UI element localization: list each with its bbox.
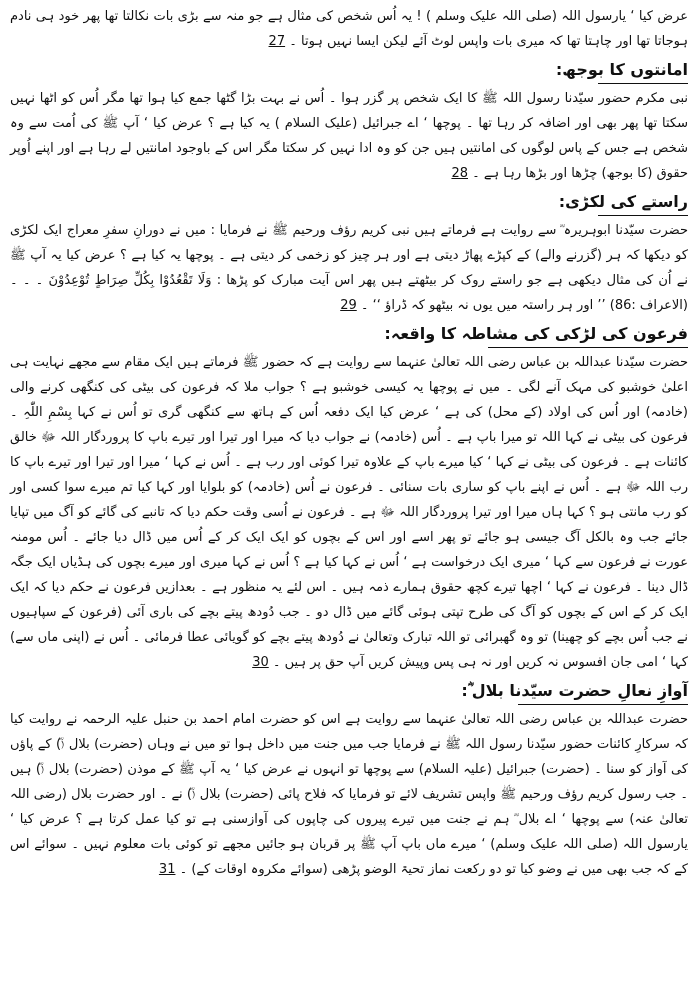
paragraph-text: نبی مکرم حضور سیّدنا رسول اللہ ﷺ کا ایک شخص پر گزر ہوا ۔ اُس نے بہت بڑا گٹھا جمع کیا ہوا تھا مگر اُس کو اٹھا نہیں سکتا تھا پھر بھی اور اضافہ کر رہا تھا ۔ پوچھا ‘ اے جبرائیل (علیک السلام ) یہ کیا ہے ؟ عرض کیا ‘ آپ ﷺ کی اُمت سے وہ شخص ہے جس کے پاس لوگوں کی امانتیں ہیں جن کو وہ ادا نہیں کر سکتا مگر اس کے باوجود امانتیں لے رہا ہے اور اپنے اُوپر حقوق (کا بوجھ) چڑھا اور بڑھا رہا ہے ۔: [10, 91, 688, 181]
section-paragraph: [10, 218, 688, 318]
section-body: [10, 707, 688, 882]
heading-underline: [488, 347, 688, 348]
heading-underline: [598, 215, 688, 216]
heading-underline: [598, 83, 688, 84]
section-heading: فرعون کی لڑکی کی مشاطہ کا واقعہ:: [384, 324, 688, 343]
section-firaun-mashata: [10, 320, 688, 675]
section-body: [10, 86, 688, 186]
section-heading-row: [10, 320, 688, 350]
section-heading-row: [10, 677, 688, 707]
section-paragraph: [10, 707, 688, 882]
section-heading: امانتوں کا بوجھ:: [555, 60, 688, 79]
section-paragraph: [10, 350, 688, 675]
paragraph-text: حضرت عبداللہ بن عباس رضی اللہ تعالیٰ عنہما سے روایت ہے اس کو حضرت امام احمد بن حنبل علیہ الرحمہ نے روایت کیا کہ سرکارِ کائنات حضور سیّدنا رسول اللہ ﷺ نے فرمایا جب میں جنت میں داخل ہوا تو میں نے وہاں (حضرت) بلال (ؓ) کے پاؤں کی آواز کو سنا ۔ (حضرت) جبرائیل (علیہ السلام) سے پوچھا تو انہوں نے عرض کیا ‘ یہ آپ ﷺ کے موذن (حضرت) بلال (ؓ) ہیں ۔ جب رسول کریم رؤف ورحیم ﷺ واپس تشریف لائے تو فرمایا کہ فلاح پائی (حضرت) بلال (ؓ) نے ۔ اور حضرت بلال (رضی اللہ تعالیٰ عنہ) سے پوچھا ‘ اے بلال ؓ ہم نے جنت میں تیرے پیروں کی چاپوں کی آوازسنی ہے تو کیا عمل کرتا ہے ؟ عرض کیا ‘ یارسول اللہ (صلی اللہ علیک وسلم) ‘ میرے ماں باپ آپ ﷺ پر قربان ہو جائیں مجھے تو کوئی بات معلوم نہیں ۔ سوائے اس کے کہ جب بھی میں نے وضو کیا تو دو رکعت نماز تحیۃ الوضو پڑھی (سوائے مکروہ اوقات کے) ۔: [10, 712, 688, 877]
footnote-ref: 28: [451, 166, 468, 181]
intro-text: [10, 4, 688, 54]
footnote-ref: 30: [252, 655, 269, 670]
section-heading-row: [10, 56, 688, 86]
heading-underline: [518, 704, 688, 705]
section-heading: آوازِ نعالِ حضرت سیّدنا بلال ؓ:: [461, 681, 688, 700]
paragraph-text: حضرت سیّدنا عبداللہ بن عباس رضی اللہ تعالیٰ عنہما سے روایت ہے کہ حضور ﷺ فرماتے ہیں ایک مقام سے مجھے نہایت ہی اعلیٰ خوشبو کی مہک آنے لگی ۔ میں نے پوچھا یہ کیسی خوشبو ہے ؟ جواب ملا کہ فرعون کی بیٹی کی کنگھی کرنے والی (خادمہ) اور اُس کی اولاد (کے محل) کی ہے ‘ عرض کیا ایک دفعہ اُس کے ہاتھ سے کنگھی گری تو اُس نے کہا بِسْمِ اللّٰہِ ۔ فرعون کی بیٹی نے کہا اللہ تو میرا باپ ہے ۔ اُس (خادمہ) نے جواب دیا کہ میرا اور تیرا اور تیرے باپ کا پروردگار اللہ ﷻ خالق کائنات ہے ۔ فرعون کی بیٹی نے کہا ‘ کیا میرے باپ کے علاوہ تیرا کوئی اور رب ہے ۔ اُس نے کہا ‘ میرا اور تیرا اور تیرے باپ کا رب اللہ ﷻ ہے ۔ اُس نے اپنے باپ کو ساری بات سنائی ۔ فرعون نے اُس (خادمہ) کو بلوایا اور کہا کیا تم میرے سوا کسی اور کو رب مانتی ہو ؟ کہا ہاں میرا اور تیرا پروردگار اللہ ﷻ ہے ۔ فرعون نے اُسی وقت حکم دیا کہ تانبے کی گائے کو آگ میں تپایا جائے جب وہ بالکل آگ جیسی ہو جائے تو پھر اسے اور اس کے بچوں کو ایک ایک کر کے اُس میں ڈال دیا جائے ۔ اُس مومنہ عورت نے فرعون سے کہا ‘ میری ایک درخواست ہے ‘ اُس نے کہا کیا ہے ؟ اُس نے کہا میری اور میرے بچوں کی ہڈیاں ایک جگہ ڈال دینا ۔ فرعون نے کہا ‘ اچھا تیرے کچھ حقوق ہمارے ذمہ ہیں ۔ اس لئے یہ منظور ہے ۔ بعدازیں فرعون نے حکم دیا کہ ایک ایک کر کے اس کے بچوں کو آگ کی طرح تپتی ہوئی گائے میں ڈال دو ۔ جب دُودھ پیتے بچے کی باری آئی (فرعون کے سپاہیوں نے جب اُس بچے کو چھینا) تو وہ گھبرائی تو اللہ تبارک وتعالیٰ نے دُودھ پیتے بچے کو گویائی عطا فرمائی ۔ اُس نے (اپنی ماں سے) کہا ‘ امی جان افسوس نہ کریں اور نہ ہی پس وپیش کریں آپ حق پر ہیں ۔: [10, 355, 688, 670]
section-amanat: [10, 56, 688, 186]
section-body: [10, 218, 688, 318]
intro-line-1: عرض کیا ‘ یارسول اللہ (صلی اللہ علیک وسلم ) ! یہ اُس شخص کی مثال ہے جو منہ سے بڑی بات نکالتا تھا پھر خود ہی نادم ہوجاتا تھا اور چاہتا تھا کہ میری بات واپس لوٹ آئے: [10, 9, 688, 49]
section-body: [10, 350, 688, 675]
intro-line-2: لیکن ایسا نہیں ہوتا ۔: [289, 34, 409, 49]
paragraph-text: حضرت سیّدنا ابوہریرہ ؓ سے روایت ہے فرماتے ہیں نبی کریم رؤف ورحیم ﷺ نے فرمایا : میں نے دورانِ سفرِ معراج ایک لکڑی کو دیکھا کہ ہر (گزرنے والے) کے کپڑے پھاڑ دیتی ہے اور ہر چیز کو زخمی کر دیتی ہے ۔ پوچھا یہ کیا ہے ؟ عرض کیا یہ آپ ﷺ نے اُن کی مثال دیکھی ہے جو راستے روک کر بیٹھتے ہیں پھر اس آیت مبارک کو پڑھا : وَلَا تَقْعُدُوْا بِکُلِّ صِرَاطٍ تُوْعِدُوْنَ ۔ ۔ ۔ (الاعراف :86) ’’ اور ہر راستہ میں یوں نہ بیٹھو کہ ڈراؤ ‘‘ ۔: [10, 223, 688, 313]
section-heading-row: [10, 188, 688, 218]
section-paragraph: [10, 86, 688, 186]
section-awaz-e-nial-bilal: [10, 677, 688, 882]
section-heading: راستے کی لکڑی:: [558, 192, 688, 211]
footnote-ref: 31: [158, 862, 176, 877]
intro-footnote-ref: 27: [268, 34, 286, 49]
intro-block: [10, 4, 688, 54]
footnote-ref: 29: [340, 298, 357, 313]
section-rastay-ki-lakri: [10, 188, 688, 318]
